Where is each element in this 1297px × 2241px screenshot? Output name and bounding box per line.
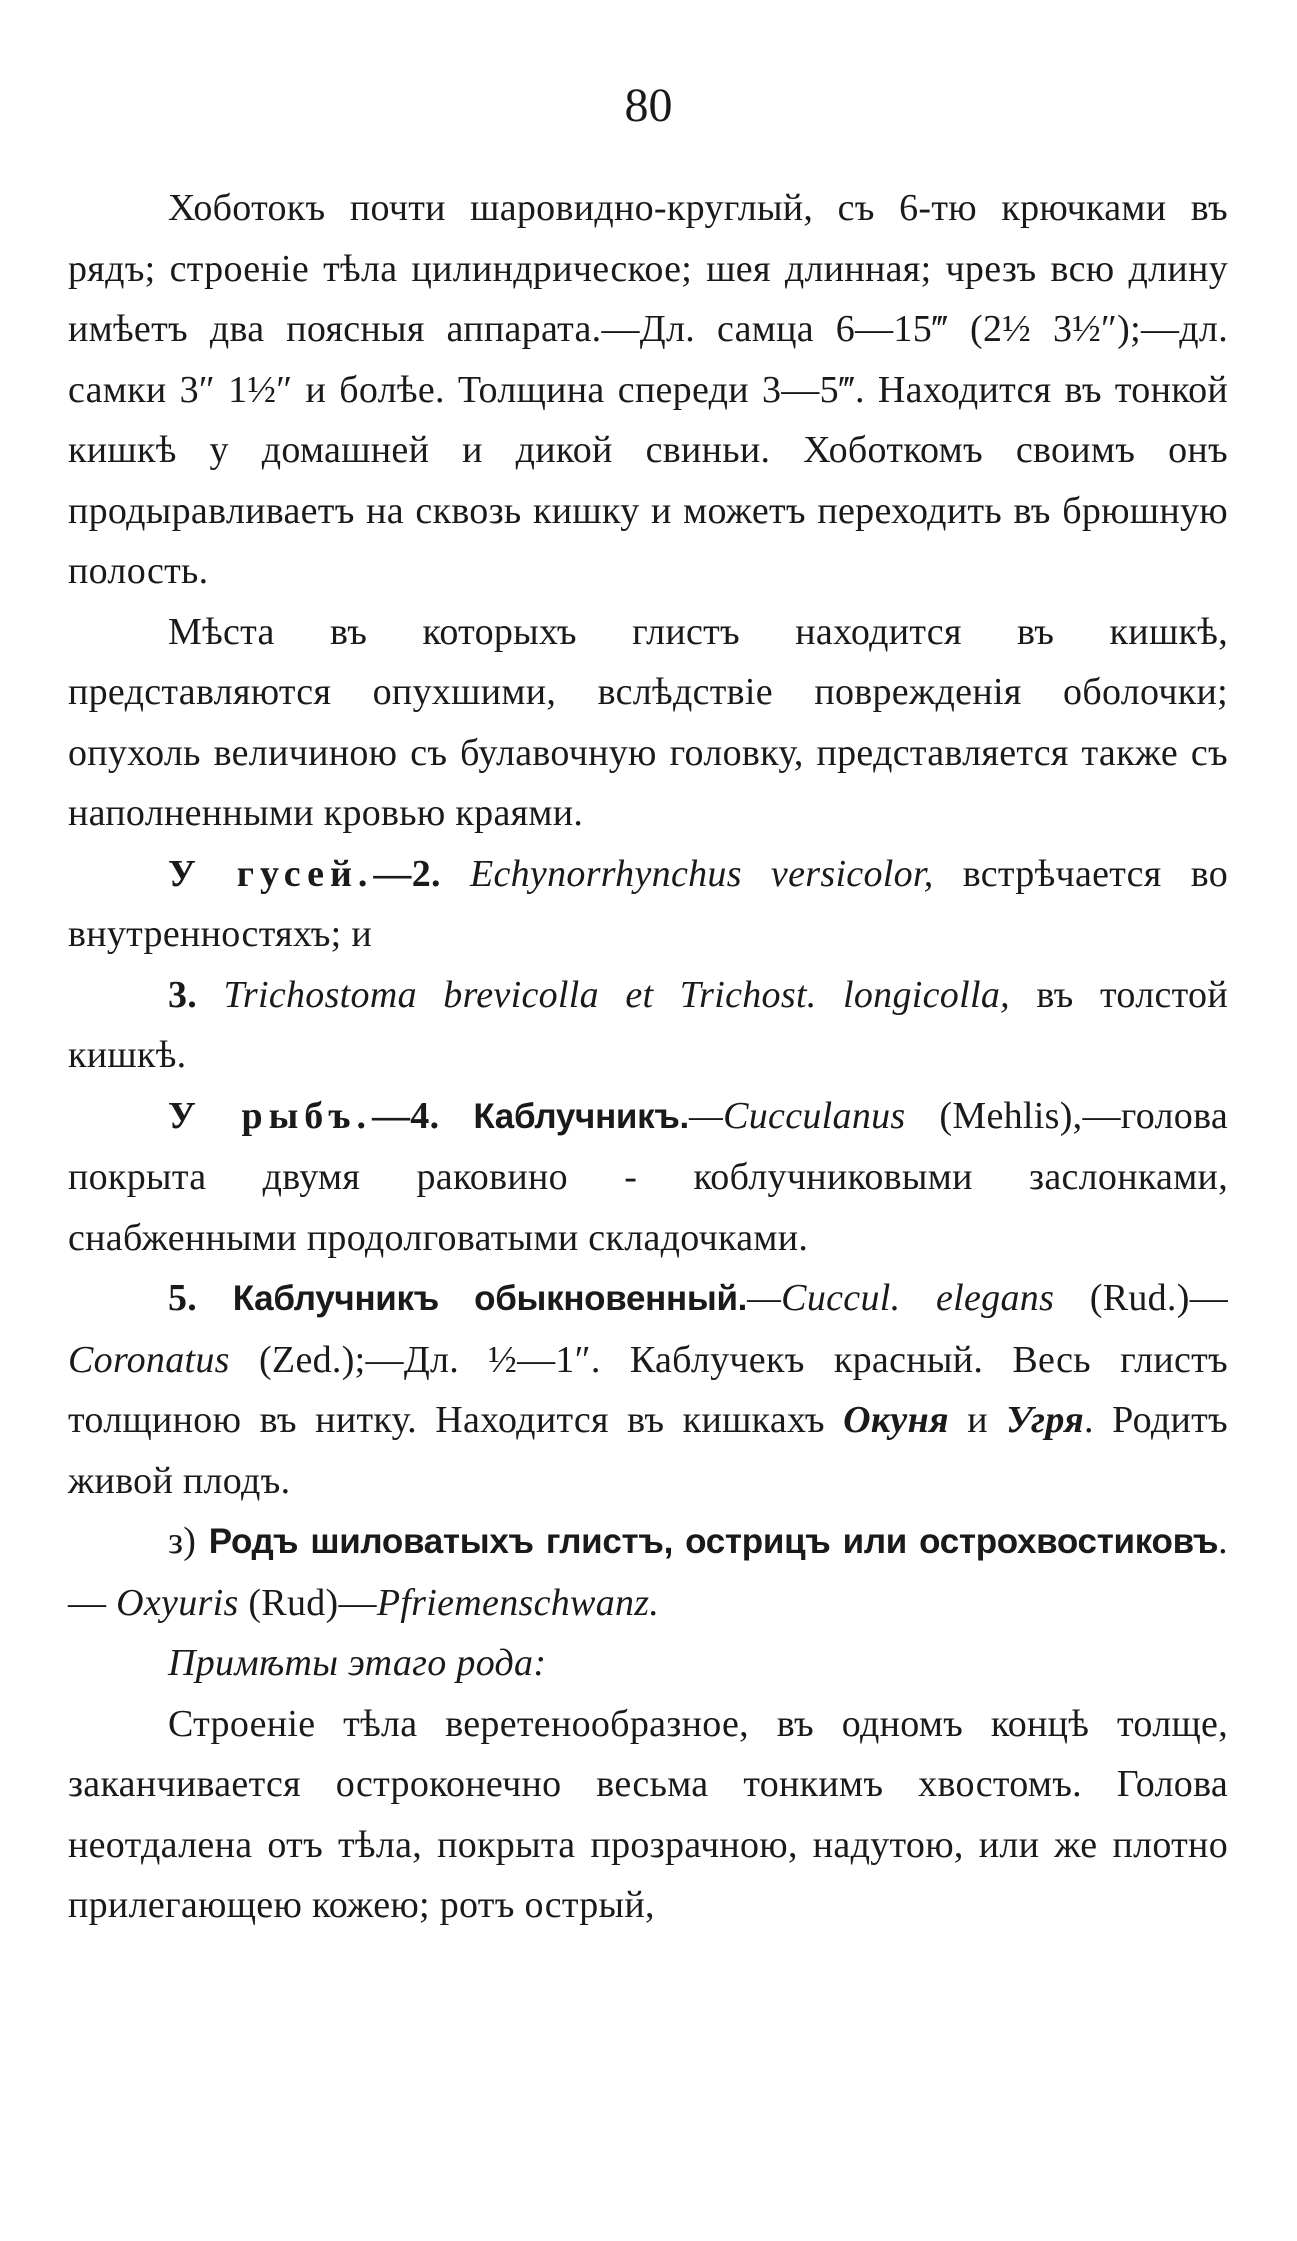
latin-name: Echynorrhynchus versicolor, xyxy=(469,852,934,895)
item-number: —2. xyxy=(373,852,441,895)
paragraph-text: (Zed.);—Дл. ½—1″. Каблучекъ красный. Весь глистъ толщиною въ нитку. Находится въ кишкахъ xyxy=(68,1338,1228,1441)
paragraph-body-structure: Строеніе тѣла веретенообразное, въ одномъ концѣ толще, заканчивается остроконечно весьма тонкимъ хвостомъ. Голова неотдалена отъ тѣла, покрыта прозрачною, надутою, или же плотно прилегающею кожею; ротъ острый, xyxy=(68,1702,1228,1926)
latin-name-synonym: Coronatus xyxy=(68,1338,230,1381)
heading-geese: У гусей. xyxy=(168,852,374,895)
page-number: 80 xyxy=(624,79,673,132)
genus-heading: Родъ шиловатыхъ глистъ, острицъ или острохвостиковъ xyxy=(208,1522,1219,1561)
paragraph-intestine-lesions: Мѣста въ которыхъ глистъ находится въ кишкѣ, представляются опухшими, вслѣдствіе поврежденія оболочки; опухоль величиною съ булавочную головку, представляется также съ наполненными кровью краями. xyxy=(68,610,1228,834)
paragraph-text: встрѣчается во внутренностяхъ; и xyxy=(68,852,1228,955)
item-number: —4. xyxy=(372,1094,440,1137)
paragraph-geese xyxy=(68,844,1228,965)
paragraph-text: . Родитъ живой плодъ. xyxy=(68,1399,1228,1502)
latin-name: Oxyuris xyxy=(116,1581,239,1624)
item-number: 5. xyxy=(168,1277,198,1319)
paragraph-text: и xyxy=(948,1399,1007,1441)
paragraph-oxyuris-genus xyxy=(68,1511,1228,1633)
section-marker: з) xyxy=(168,1520,209,1562)
species-name: Каблучникъ обыкновенный. xyxy=(232,1279,748,1318)
paragraph-fish xyxy=(68,1086,1228,1269)
species-name: Каблучникъ. xyxy=(473,1096,689,1136)
paragraph-cucculanus-elegans xyxy=(68,1268,1228,1511)
paragraph-text: (Rud.)— xyxy=(1054,1277,1228,1319)
subheading-text: Примѣты этаго рода: xyxy=(168,1642,547,1684)
heading-fish: У рыбъ. xyxy=(168,1094,372,1137)
paragraph-trichostoma xyxy=(68,965,1228,1086)
latin-name: Trichostoma brevicolla et Trichost. longicolla, xyxy=(223,973,1010,1016)
page-body xyxy=(68,178,1228,1936)
paragraph-text: (Rud)— xyxy=(238,1581,377,1624)
host-name: Угря xyxy=(1006,1399,1085,1441)
item-number: 3. xyxy=(168,973,198,1016)
latin-name: —Cuccul. elegans xyxy=(747,1277,1055,1319)
paragraph-text: (Mehlis),—голова покрыта двумя раковино - коблучниковыми заслонками, снабженными продолговатыми складочками. xyxy=(68,1094,1228,1259)
subheading-genus-features xyxy=(68,1633,1228,1694)
paragraph-proboscis-description: Хоботокъ почти шаровидно-круглый, съ 6-тю крючками въ рядъ; строеніе тѣла цилиндрическое; шея длинная; чрезъ всю длину имѣетъ два поясныя аппарата.—Дл. самца 6—15‴ (2½ 3½″);—дл. самки 3″ 1½″ и болѣе. Толщина спереди 3—5‴. Находится въ тонкой кишкѣ у домашней и дикой свиньи. Хоботкомъ своимъ онъ продыравливаетъ на сквозь кишку и можетъ переходить въ брюшную полость. xyxy=(68,187,1228,592)
paragraph-text: .— xyxy=(68,1520,1228,1624)
german-name: Pfriemenschwanz. xyxy=(376,1581,660,1624)
latin-name: —Cucculanus xyxy=(689,1094,906,1137)
paragraph-text: въ толстой кишкѣ. xyxy=(68,973,1228,1076)
host-name: Окуня xyxy=(843,1399,949,1441)
